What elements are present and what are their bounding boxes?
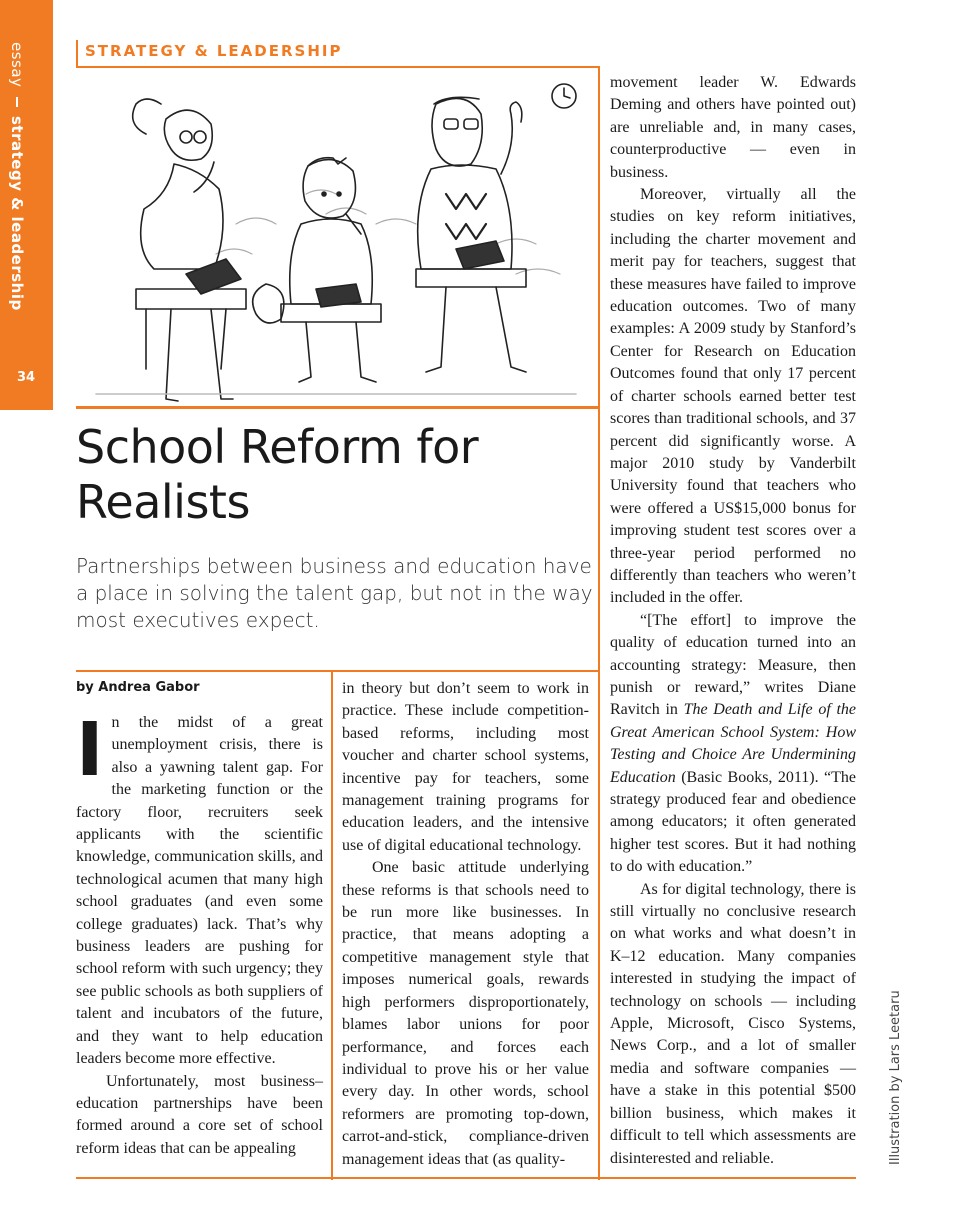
quote-text-end: (Basic Books, 2011). “The strategy produced fear and obedience among educators; it often generated higher test scores. But it had nothing to do with education.” [610, 768, 856, 876]
sidebar-tab [0, 0, 53, 410]
page-number: 34 [17, 370, 36, 385]
paragraph: Unfortunately, most business–education partnerships have been formed around a core set of school reform ideas that can be appealing [76, 1072, 323, 1157]
bottom-rule [76, 1177, 856, 1179]
paragraph: movement leader W. Edwards Deming and others have pointed out) are unreliable and, in many cases, counterproductive — even in business. [610, 74, 856, 181]
book-title: The Death and Life of the Great American School System: How Testing and Choice Are Undermining Education [610, 701, 857, 786]
sidebar-divider [16, 97, 18, 107]
column-rule-1 [331, 672, 333, 1180]
paragraph: One basic attitude underlying these reforms is that schools need to be run more like businesses. In practice, that means adopting a competitive management style that imposes numerical goals, rewards high performers disproportionately, blames labor unions for poor performance, and forces each individual to prove his or her value every day. In other words, school reformers are promoting top-down, carrot-and-stick, compliance-driven management ideas that (as quality- [342, 859, 589, 1168]
sidebar-section-word: strategy & leadership [8, 116, 26, 311]
paragraph: Moreover, virtually all the studies on key reform initiatives, including the charter movement and merit pay for teachers, suggest that these measures have failed to improve education outcomes. Two of many examples: A 2009 study by Stanford’s Center for Research on Education Outcomes found that only 17 percent of charter schools earned better test scores than traditional schools, and 37 percent did significantly worse. A major 2010 study by Vanderbilt University found that teachers who were offered a US$15,000 bonus for improving student test scores over a three-year period performed no differently than teachers who weren’t included in the offer. [610, 186, 856, 607]
article-deck: Partnerships between business and education have a place in solving the talent gap, but not in the way most executives expect. [76, 554, 593, 632]
quote-text: “[The effort] to improve the quality of education turned into an accounting strategy: Measure, then punish or reward,” writes Diane Ravitch in [610, 611, 856, 719]
byline: by Andrea Gabor [76, 680, 200, 695]
section-label: STRATEGY & LEADERSHIP [76, 40, 342, 68]
body-column-3 [610, 72, 856, 1170]
paragraph [610, 610, 856, 879]
sidebar-section-label [8, 42, 26, 311]
sidebar-essay-word: essay [8, 42, 26, 88]
article-title [76, 420, 596, 530]
drop-cap: I [76, 707, 104, 793]
classroom-illustration [76, 74, 598, 406]
illustration-credit: Illustration by Lars Leetaru [888, 990, 903, 1165]
body-column-2 [342, 678, 589, 1171]
paragraph [76, 707, 323, 1071]
paragraph-text: n the midst of a great unemployment crisis, there is also a yawning talent gap. For the marketing function or the factory floor, recruiters seek applicants with the scientific knowledge, communication skills, and technological acumen that many high school graduates (and even some college graduates) lack. That’s why business leaders are pushing for school reform with such urgency; they see public schools as both suppliers of talent and incubators of the future, and they want to help education leaders become more effective. [76, 714, 323, 1068]
title-line-1: School Reform for [76, 420, 479, 474]
paragraph: in theory but don’t seem to work in practice. These include competition-based reforms, including most voucher and charter school systems, incentive pay for teachers, some management training programs for education leaders, and the intensive use of digital educational technology. [342, 680, 589, 854]
paragraph: As for digital technology, there is still virtually no conclusive research on what works and what doesn’t in K–12 education. Many companies interested in studying the impact of technology on schools — including Apple, Microsoft, Cisco Systems, News Corp., and a lot of smaller media and software companies — have a stake in this potential $500 billion business, which makes it difficult to tell which assessments are disinterested and reliable. [610, 880, 856, 1167]
header-rule [76, 66, 598, 68]
title-line-2: Realists [76, 475, 250, 529]
body-column-1 [76, 707, 323, 1160]
deck-rule [76, 670, 598, 672]
illustration-rule [76, 406, 598, 409]
column-rule-2 [598, 66, 600, 1180]
